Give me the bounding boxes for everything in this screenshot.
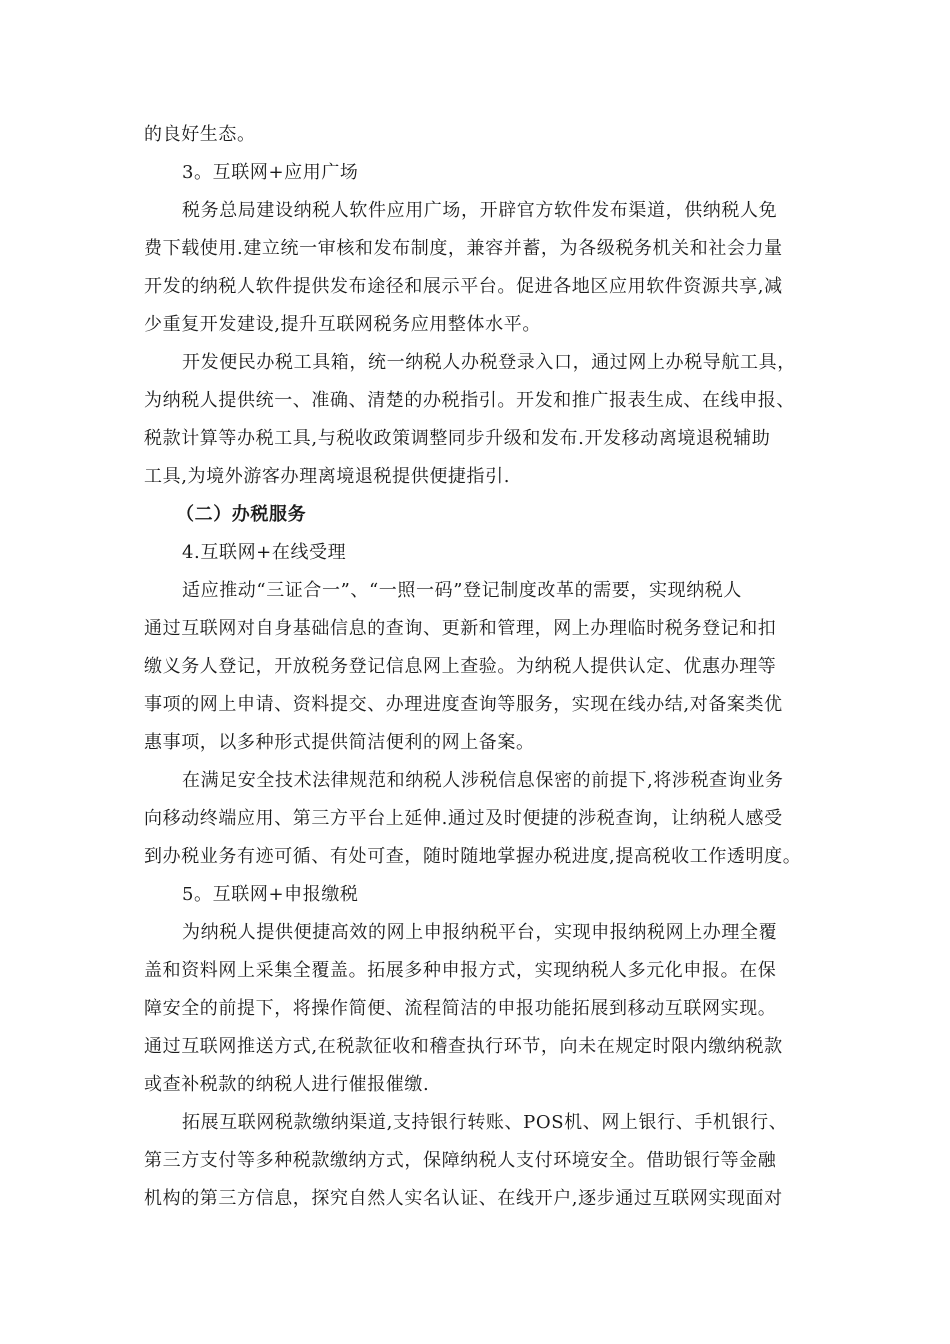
text-line: 机构的第三方信息，探究自然人实名认证、在线开户,逐步通过互联网实现面对 <box>144 1188 783 1209</box>
text-line: 税款计算等办税工具,与税收政策调整同步升级和发布.开发移动离境退税辅助 <box>144 428 771 449</box>
chapter-heading: （二）办税服务 <box>176 504 307 525</box>
section-heading: 5。互联网+申报缴税 <box>182 884 359 905</box>
text-line: 在满足安全技术法律规范和纳税人涉税信息保密的前提下,将涉税查询业务 <box>182 770 784 791</box>
text-line: 少重复开发建设,提升互联网税务应用整体水平。 <box>144 314 541 335</box>
text-line: 拓展互联网税款缴纳渠道,支持银行转账、POS机、网上银行、手机银行、 <box>182 1112 788 1133</box>
text-line: 费下载使用.建立统一审核和发布制度，兼容并蓄，为各级税务机关和社会力量 <box>144 238 783 259</box>
text-line: 到办税业务有迹可循、有处可查，随时随地掌握办税进度,提高税收工作透明度。 <box>144 846 802 867</box>
text-line: 或查补税款的纳税人进行催报催缴. <box>144 1074 430 1095</box>
text-line: 第三方支付等多种税款缴纳方式，保障纳税人支付环境安全。借助银行等金融 <box>144 1150 777 1171</box>
text-line: 税务总局建设纳税人软件应用广场，开辟官方软件发布渠道，供纳税人免 <box>182 200 778 221</box>
text-line: 的良好生态。 <box>144 124 256 145</box>
text-line: 向移动终端应用、第三方平台上延伸.通过及时便捷的涉税查询，让纳税人感受 <box>144 808 783 829</box>
text-line: 为纳税人提供统一、准确、清楚的办税指引。开发和推广报表生成、在线申报、 <box>144 390 795 411</box>
section-heading: 4.互联网+在线受理 <box>182 542 347 563</box>
text-line: 通过互联网推送方式,在税款征收和稽查执行环节，向未在规定时限内缴纳税款 <box>144 1036 783 1057</box>
text-line: 缴义务人登记，开放税务登记信息网上查验。为纳税人提供认定、优惠办理等 <box>144 656 777 677</box>
text-line: 开发的纳税人软件提供发布途径和展示平台。促进各地区应用软件资源共享,减 <box>144 276 783 297</box>
text-line: 开发便民办税工具箱，统一纳税人办税登录入口，通过网上办税导航工具， <box>182 352 796 373</box>
text-line: 惠事项，以多种形式提供简洁便利的网上备案。 <box>144 732 535 753</box>
section-heading: 3。互联网+应用广场 <box>182 162 359 183</box>
text-line: 通过互联网对自身基础信息的查询、更新和管理，网上办理临时税务登记和扣 <box>144 618 777 639</box>
text-line: 事项的网上申请、资料提交、办理进度查询等服务，实现在线办结,对备案类优 <box>144 694 783 715</box>
text-line: 障安全的前提下，将操作简便、流程简洁的申报功能拓展到移动互联网实现。 <box>144 998 777 1019</box>
text-line: 盖和资料网上采集全覆盖。拓展多种申报方式，实现纳税人多元化申报。在保 <box>144 960 777 981</box>
text-line: 工具,为境外游客办理离境退税提供便捷指引. <box>144 466 511 487</box>
text-line: 为纳税人提供便捷高效的网上申报纳税平台，实现申报纳税网上办理全覆 <box>182 922 778 943</box>
text-line: 适应推动“三证合一”、“一照一码”登记制度改革的需要，实现纳税人 <box>182 580 743 601</box>
